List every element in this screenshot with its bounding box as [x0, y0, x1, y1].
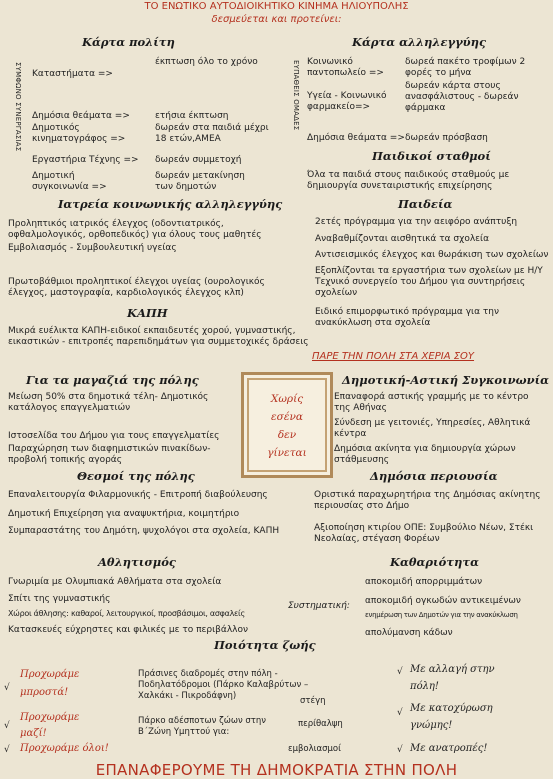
section-title-sygkoinonia: Δημοτική-Αστική Συγκοινωνία [342, 373, 549, 387]
section-title-poiotita: Ποιότητα ζωής [214, 638, 316, 652]
section-title-iatreia: Ιατρεία κοινωνικής αλληλεγγύης [58, 197, 283, 211]
ka-row-value: δωρεάν πρόσβαση [405, 133, 488, 143]
slogan: ΠΑΡΕ ΤΗΝ ΠΟΛΗ ΣΤΑ ΧΕΡΙΑ ΣΟΥ [312, 351, 475, 362]
section-title-kapi: ΚΑΠΗ [127, 306, 168, 320]
section-title-thesmoi: Θεσμοί της πόλης [77, 469, 195, 483]
ka-row-label: Δημόσια θεάματα => [307, 133, 405, 143]
stamp-line: εσένα [271, 411, 303, 423]
kp-row-label: Δημοτική συγκοινωνία => [32, 171, 107, 192]
section-title-karta-allileggyis: Κάρτα αλληλεγγύης [352, 35, 487, 49]
check-icon: √ [397, 745, 403, 755]
paideia-item: Αντισεισμικός έλεγχος και θωράκιση των σχολείων [315, 250, 549, 260]
ka-row-value: δωρεά πακέτο τροφίμων 2 φορές το μήνα [405, 57, 526, 78]
iatreia-text-2: Εμβολιασμός - Συμβουλευτική υγείας [8, 243, 177, 253]
thesmoi-item: Συμπαραστάτης του Δημότη, ψυχολόγοι στα σχολεία, ΚΑΠΗ [8, 526, 280, 536]
poiotita-care: περίθαλψη [298, 719, 343, 729]
periousia-text-2: Αξιοποίηση κτιρίου ΟΠΕ: Συμβούλιο Νέων, Στέκι Νεολαίας, στέγαση Φορέων [314, 523, 534, 544]
paideia-item: Εξοπλίζονται τα εργαστήρια των σχολείων με Η/Υ [315, 266, 543, 276]
katharioteta-item: αποκομιδή απορριμμάτων [365, 577, 483, 587]
athlitismos-item: Γνωριμία με Ολυμπιακά Αθλήματα στα σχολεία [8, 577, 222, 587]
thesmoi-item: Δημοτική Επιχείρηση για αναψυκτήρια, κοιμητήριο [8, 509, 240, 519]
paideia-item: Αναβαθμίζονται αισθητικά τα σχολεία [315, 234, 490, 244]
kp-row-label: Δημοτικός κινηματογράφος => [32, 123, 126, 144]
iatreia-text-3: Πρωτοβάθμιοι προληπτικοί έλεγχοι υγείας (ουρολογικός έλεγχος, μαστογραφία, καρδιολογικός έλεγχος κλπ) [8, 277, 265, 298]
magazia-text-1: Μείωση 50% στα δημοτικά τέλη- Δημοτικός κατάλογος επαγγελματιών [8, 392, 209, 413]
poiotita-left: Προχωράμε όλοι! [20, 743, 109, 754]
paideia-item: 2ετές πρόγραμμα για την αειφόρο ανάπτυξη [315, 217, 518, 227]
poiotita-animal-park: Πάρκο αδέσποτων ζώων στην Β΄Ζώνη Υμηττού για: [138, 716, 267, 737]
check-icon: √ [4, 683, 10, 693]
check-icon: √ [4, 745, 10, 755]
poiotita-care: εμβολιασμοί [288, 744, 342, 754]
side-label-eypatheis: ΕΥΠΑΘΕΙΣ ΟΜΑΔΕΣ [292, 60, 300, 131]
sygkoinonia-text-2: Σύνδεση με γειτονιές, Υπηρεσίες, Αθλητικά κέντρα [334, 418, 531, 439]
thesmoi-item: Επαναλειτουργία Φιλαρμονικής - Επιτροπή διαβούλευσης [8, 490, 268, 500]
poiotita-green-routes: Πράσινες διαδρομές στην πόλη - Ποδηλατόδρομοι (Πάρκο Καλαβρύτων – Χαλκάκι - Πικροδάφνη) [138, 669, 309, 701]
section-title-athlitismos: Αθλητισμός [98, 555, 176, 569]
periousia-text-1: Οριστικά παραχωρητήρια της Δημόσιας ακίνητης περιουσίας στο Δήμο [314, 490, 541, 511]
kp-row-value: δωρεάν συμμετοχή [155, 155, 242, 165]
kapi-text: Μικρά ευέλικτα ΚΑΠΗ-ειδικοί εκπαιδευτές χορού, γυμναστικής, εικαστικών - επιτροπές παρεπιδημάτων για συμμετοχικές δράσεις [8, 326, 309, 347]
ka-row-label: Κοινωνικό παντοπωλείο => [307, 57, 384, 78]
poiotita-right: Με αλλαγή στην πόλη! [410, 664, 495, 692]
athlitismos-item: Σπίτι της γυμναστικής [8, 594, 111, 604]
sygkoinonia-text-3: Δημόσια ακίνητα για δημιουργία χώρων στάθμευσης [334, 444, 516, 465]
katharioteta-item: ενημέρωση των Δημοτών για την ανακύκλωση [365, 611, 518, 619]
footer-slogan: ΕΠΑΝΑΦΕΡΟΥΜΕ ΤΗ ΔΗΜΟΚΡΑΤΙΑ ΣΤΗΝ ΠΟΛΗ [95, 761, 458, 779]
stamp-line: δεν [277, 429, 297, 441]
section-title-karta-politi: Κάρτα πολίτη [82, 35, 175, 49]
ka-row-value: δωρεάν κάρτα στους ανασφάλιστους - δωρεάν φάρμακα [405, 81, 519, 113]
magazia-text-3: Παραχώρηση των διαφημιστικών πινακίδων- προβολή τοπικής αγοράς [8, 444, 211, 465]
kp-row-value: δωρεάν στα παιδιά μέχρι 18 ετών,ΑΜΕΑ [155, 123, 269, 144]
poiotita-care: στέγη [300, 696, 326, 706]
iatreia-text-1: Προληπτικός ιατρικός έλεγχος (οδοντιατρικός, οφθαλμολογικός, ορθοπεδικός) για όλους τους μαθητές [8, 219, 262, 240]
header-title: ΤΟ ΕΝΩΤΙΚΟ ΑΥΤΟΔΙΟΙΚΗΤΙΚΟ ΚΙΝΗΜΑ ΗΛΙΟΥΠΟΛΗΣ [144, 1, 409, 12]
paidikoi-text: Όλα τα παιδιά στους παιδικούς σταθμούς με δημιουργία συνεταιριστικής επιχείρησης [307, 170, 510, 191]
paideia-item: Τεχνικό συνεργείο του Δήμου για συντηρήσεις σχολείων [315, 277, 526, 298]
kp-row-label: Δημόσια θεάματα => [32, 111, 130, 121]
sygkoinonia-text-1: Επαναφορά αστικής γραμμής με το κέντρο της Αθήνας [334, 392, 529, 413]
kp-row-label: Καταστήματα => [32, 69, 113, 79]
katharioteta-item: απολύμανση κάδων [365, 628, 453, 638]
header-subtitle: δεσμεύεται και προτείνει: [211, 14, 342, 25]
check-icon: √ [4, 721, 10, 731]
poiotita-left: Προχωράμε μπροστά! [20, 669, 80, 698]
stamp-line: Χωρίς [270, 393, 304, 405]
athlitismos-item: Κατασκευές εύχρηστες και φιλικές με το περιβάλλον [8, 625, 249, 635]
kp-row-value: ετήσια έκπτωση [155, 111, 229, 121]
check-icon: √ [397, 708, 403, 718]
paideia-item: Ειδικό επιμορφωτικό πρόγραμμα για την ανακύκλωση στα σχολεία [315, 307, 500, 328]
athlitismos-item: Χώροι άθλησης: καθαροί, λειτουργικοί, προσβάσιμοι, ασφαλείς [8, 609, 245, 618]
kp-row-value: έκπτωση όλο το χρόνο [155, 57, 258, 67]
section-title-katharioteta: Καθαριότητα [390, 555, 479, 569]
section-title-periousia: Δημόσια περιουσία [370, 469, 498, 483]
poiotita-right: Με ανατροπές! [410, 743, 488, 754]
check-icon: √ [397, 667, 403, 677]
poiotita-right: Με κατοχύρωση γνώμης! [410, 703, 493, 731]
section-title-paideia: Παιδεία [398, 197, 453, 211]
section-title-magazia: Για τα μαγαζιά της πόλης [26, 373, 199, 387]
poiotita-left: Προχωράμε μαζί! [20, 712, 80, 739]
stamp-frame [241, 372, 333, 478]
section-title-paidikoi: Παιδικοί σταθμοί [372, 149, 491, 163]
kp-row-label: Εργαστήρια Τέχνης => [32, 155, 139, 165]
ka-row-label: Υγεία - Κοινωνικό φαρμακείο=> [307, 91, 387, 112]
side-label-symfono: ΣΥΜΦΩΝΟ ΣΥΝΕΡΓΑΣΙΑΣ [14, 62, 22, 152]
katharioteta-label: Συστηματική: [288, 601, 350, 611]
kp-row-value: δωρεάν μετακίνηση των δημοτών [155, 171, 245, 192]
katharioteta-item: αποκομιδή ογκωδών αντικειμένων [365, 596, 521, 606]
magazia-text-2: Ιστοσελίδα του Δήμου για τους επαγγελματίες [8, 431, 220, 441]
stamp-line: γίνεται [267, 447, 307, 459]
